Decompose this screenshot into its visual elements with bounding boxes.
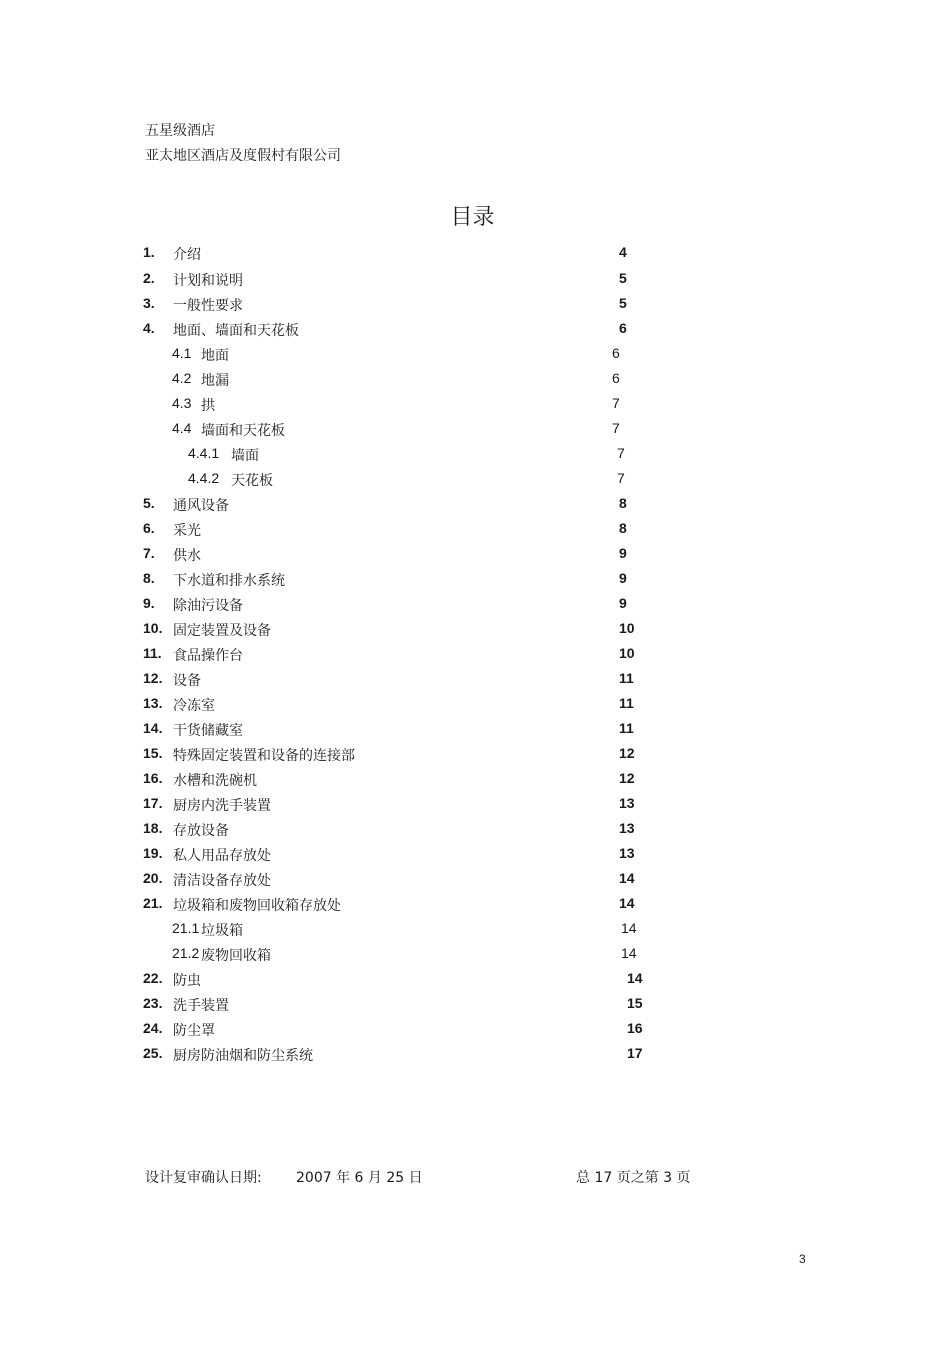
footer-review-date: 2007 年 6 月 25 日: [296, 1170, 423, 1186]
toc-entry-number: 23.: [143, 995, 163, 1011]
toc-entry: [0, 945, 950, 965]
toc-entry-page: 6: [612, 345, 620, 361]
toc-entry-page: 11: [619, 695, 634, 711]
toc-entry: [0, 995, 950, 1015]
toc-entry-number: 9.: [143, 595, 155, 611]
toc-entry-number: 11.: [143, 645, 162, 661]
toc-entry-number: 2.: [143, 270, 155, 286]
toc-entry-label: 下水道和排水系统: [173, 573, 285, 589]
toc-entry-page: 9: [619, 570, 627, 586]
toc-entry-number: 15.: [143, 745, 163, 761]
toc-entry: [0, 920, 950, 940]
toc-entry: [0, 345, 950, 365]
toc-entry-number: 13.: [143, 695, 163, 711]
toc-entry-number: 6.: [143, 520, 155, 536]
toc-entry-page: 11: [619, 670, 634, 686]
toc-entry-page: 6: [612, 370, 620, 386]
toc-entry: [0, 295, 950, 315]
toc-entry-page: 12: [619, 745, 635, 761]
toc-entry-number: 3.: [143, 295, 155, 311]
toc-entry-page: 8: [619, 495, 627, 511]
toc-entry-page: 6: [619, 320, 627, 336]
toc-entry-number: 4.4.1: [188, 445, 220, 461]
toc-entry: [0, 520, 950, 540]
toc-entry: [0, 620, 950, 640]
toc-entry: [0, 445, 950, 465]
toc-entry-label: 废物回收箱: [201, 948, 271, 964]
toc-entry: [0, 895, 950, 915]
toc-entry-label: 冷冻室: [173, 698, 215, 714]
toc-entry: [0, 320, 950, 340]
toc-entry-number: 4.3: [172, 395, 192, 411]
toc-entry: [0, 470, 950, 490]
toc-entry-label: 天花板: [231, 473, 273, 489]
toc-entry: [0, 420, 950, 440]
toc-entry-number: 4.2: [172, 370, 192, 386]
toc-entry-page: 12: [619, 770, 635, 786]
toc-entry-label: 除油污设备: [173, 598, 243, 614]
toc-entry: [0, 244, 950, 264]
toc-entry-label: 地漏: [201, 373, 229, 389]
toc-entry-number: 4.1: [172, 345, 192, 361]
toc-entry-label: 固定装置及设备: [173, 623, 271, 639]
toc-entry-page: 13: [619, 820, 635, 836]
toc-entry: [0, 720, 950, 740]
toc-entry-label: 通风设备: [173, 498, 229, 514]
toc-entry-page: 7: [612, 395, 620, 411]
toc-entry: [0, 645, 950, 665]
header-hotel-name: 五星级酒店: [145, 123, 215, 139]
toc-entry: [0, 545, 950, 565]
toc-entry-page: 14: [619, 870, 635, 886]
toc-entry-label: 防虫: [173, 973, 201, 989]
toc-entry: [0, 795, 950, 815]
toc-entry-number: 21.: [143, 895, 163, 911]
toc-entry-label: 采光: [173, 523, 201, 539]
toc-entry-number: 19.: [143, 845, 163, 861]
toc-entry-page: 9: [619, 545, 627, 561]
toc-entry-label: 厨房防油烟和防尘系统: [173, 1048, 313, 1064]
toc-entry-label: 供水: [173, 548, 201, 564]
toc-entry-number: 20.: [143, 870, 163, 886]
page-number: 3: [799, 1252, 806, 1266]
toc-entry: [0, 370, 950, 390]
toc-entry-number: 1.: [143, 244, 155, 260]
toc-entry-page: 7: [617, 445, 625, 461]
toc-entry-page: 5: [619, 270, 627, 286]
toc-entry-label: 拱: [201, 398, 215, 414]
toc-entry: [0, 670, 950, 690]
toc-entry-label: 干货储藏室: [173, 723, 243, 739]
toc-entry-number: 25.: [143, 1045, 163, 1061]
footer-page-info: 总 17 页之第 3 页: [576, 1170, 691, 1186]
toc-entry-label: 水槽和洗碗机: [173, 773, 257, 789]
toc-entry-page: 11: [619, 720, 634, 736]
toc-entry-number: 18.: [143, 820, 163, 836]
toc-entry-label: 地面、墙面和天花板: [173, 323, 299, 339]
toc-entry: [0, 495, 950, 515]
toc-entry-page: 15: [627, 995, 643, 1011]
toc-entry-label: 墙面和天花板: [201, 423, 285, 439]
toc-entry-page: 10: [619, 645, 635, 661]
toc-entry-label: 私人用品存放处: [173, 848, 271, 864]
toc-entry-page: 16: [627, 1020, 643, 1036]
toc-entry-page: 14: [621, 920, 637, 936]
toc-entry-page: 14: [621, 945, 637, 961]
toc-entry-label: 清洁设备存放处: [173, 873, 271, 889]
toc-entry-number: 4.4.2: [188, 470, 220, 486]
toc-entry-page: 13: [619, 845, 635, 861]
toc-entry-label: 厨房内洗手装置: [173, 798, 271, 814]
toc-entry-page: 13: [619, 795, 635, 811]
toc-entry-label: 存放设备: [173, 823, 229, 839]
toc-entry-page: 4: [619, 244, 627, 260]
toc-entry-number: 12.: [143, 670, 163, 686]
toc-entry-page: 9: [619, 595, 627, 611]
toc-entry-page: 8: [619, 520, 627, 536]
toc-entry-page: 14: [619, 895, 635, 911]
toc-entry-label: 计划和说明: [173, 273, 243, 289]
toc-entry: [0, 595, 950, 615]
toc-entry-number: 7.: [143, 545, 155, 561]
toc-entry-label: 地面: [201, 348, 229, 364]
footer-review-label: 设计复审确认日期:: [145, 1170, 262, 1186]
toc-entry-label: 设备: [173, 673, 201, 689]
toc-entry-number: 4.4: [172, 420, 192, 436]
toc-entry-label: 墙面: [231, 448, 259, 464]
toc-entry: [0, 1020, 950, 1040]
toc-entry: [0, 695, 950, 715]
toc-entry-page: 17: [627, 1045, 643, 1061]
toc-entry-page: 5: [619, 295, 627, 311]
toc-entry: [0, 845, 950, 865]
toc-entry-number: 8.: [143, 570, 155, 586]
toc-entry: [0, 770, 950, 790]
toc-entry-label: 介绍: [173, 247, 201, 263]
toc-entry-label: 特殊固定装置和设备的连接部: [173, 748, 355, 764]
toc-entry-number: 4.: [143, 320, 155, 336]
toc-entry-label: 垃圾箱: [201, 923, 243, 939]
toc-entry-number: 22.: [143, 970, 163, 986]
toc-entry-number: 21.2: [172, 945, 200, 961]
toc-entry: [0, 970, 950, 990]
toc-entry: [0, 570, 950, 590]
toc-entry-label: 洗手装置: [173, 998, 229, 1014]
toc-entry-page: 7: [617, 470, 625, 486]
toc-entry: [0, 1045, 950, 1065]
toc-entry-label: 一般性要求: [173, 298, 243, 314]
toc-entry: [0, 270, 950, 290]
toc-entry-label: 防尘罩: [173, 1023, 215, 1039]
toc-entry-page: 7: [612, 420, 620, 436]
toc-entry: [0, 745, 950, 765]
toc-entry-number: 14.: [143, 720, 163, 736]
toc-entry-number: 24.: [143, 1020, 163, 1036]
toc-entry-number: 10.: [143, 620, 163, 636]
toc-entry-page: 14: [627, 970, 643, 986]
toc-entry-number: 17.: [143, 795, 163, 811]
toc-entry-label: 垃圾箱和废物回收箱存放处: [173, 898, 341, 914]
toc-entry-number: 5.: [143, 495, 155, 511]
toc-entry-number: 21.1: [172, 920, 200, 936]
toc-title: 目录: [450, 205, 495, 230]
toc-entry: [0, 870, 950, 890]
toc-entry: [0, 395, 950, 415]
toc-entry: [0, 820, 950, 840]
toc-entry-page: 10: [619, 620, 635, 636]
toc-entry-number: 16.: [143, 770, 163, 786]
header-company-name: 亚太地区酒店及度假村有限公司: [145, 148, 341, 164]
toc-entry-label: 食品操作台: [173, 648, 243, 664]
